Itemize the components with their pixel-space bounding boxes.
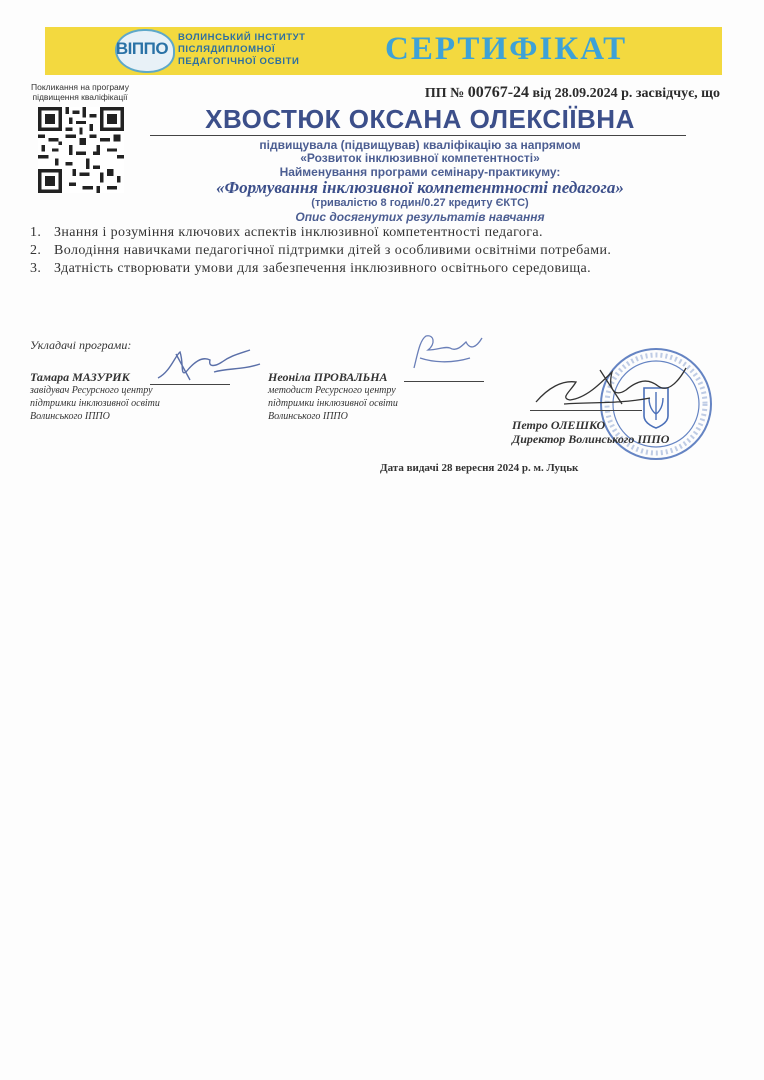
- compiler-1-block: [30, 371, 160, 423]
- signature-2-icon: [400, 328, 490, 378]
- list-item: [30, 224, 710, 242]
- compiler-2-signature-line: [404, 381, 484, 382]
- institute-line-2: ПІСЛЯДИПЛОМНОЇ: [178, 44, 276, 55]
- compiler-1-role-2: підтримки інклюзивної освіти: [30, 398, 160, 409]
- compiler-1-name: Тамара МАЗУРИК: [30, 370, 130, 384]
- holder-name: ХВОСТЮК ОКСАНА ОЛЕКСІЇВНА: [205, 104, 635, 134]
- institute-line-1: ВОЛИНСЬКИЙ ІНСТИТУТ: [178, 32, 306, 43]
- issue-date-statement: від 28.09.2024 р. засвідчує, що: [532, 86, 720, 101]
- results-title: Опис досягнутих результатів навчання: [295, 210, 545, 224]
- list-item-text: Знання і розуміння ключових аспектів інклюзивної компетентності педагога.: [54, 225, 543, 240]
- results-list: [30, 224, 710, 278]
- institute-line-3: ПЕДАГОГІЧНОЇ ОСВІТИ: [178, 56, 300, 67]
- qr-caption-line-2: підвищення кваліфікації: [32, 92, 128, 102]
- list-item-number: 1.: [30, 225, 42, 240]
- program-duration: (тривалістю 8 годин/0.27 кредиту ЄКТС): [311, 197, 529, 209]
- compiler-2-role-3: Волинського ІППО: [268, 411, 348, 422]
- compiler-2-name: Неоніла ПРОВАЛЬНА: [268, 370, 388, 384]
- certificate-title: СЕРТИФІКАТ: [385, 31, 628, 67]
- director-signature-line: [530, 410, 642, 411]
- qr-caption: [20, 82, 140, 102]
- name-underline: [150, 135, 686, 136]
- director-block: [512, 418, 669, 446]
- compiler-2-role-2: підтримки інклюзивної освіти: [268, 398, 398, 409]
- list-item: [30, 260, 710, 278]
- director-position: Директор Волинського ІППО: [512, 432, 670, 446]
- direction-intro: підвищувала (підвищував) кваліфікацію за напрямом: [259, 138, 581, 152]
- pp-number: 00767-24: [467, 84, 530, 101]
- list-item-number: 2.: [30, 243, 42, 258]
- certificate-number-line: [320, 84, 720, 102]
- director-signature-icon: [530, 358, 700, 414]
- qr-caption-line-1: Покликання на програму: [31, 82, 129, 92]
- header-banner: [45, 27, 722, 75]
- list-item-text: Здатність створювати умови для забезпечення інклюзивного освітнього середовища.: [54, 261, 592, 276]
- logo-text: ВІППО: [115, 39, 169, 58]
- compiler-1-role-1: завідувач Ресурсного центру: [30, 385, 153, 396]
- compilers-label: Укладачі програми:: [30, 338, 132, 352]
- compiler-2-block: [268, 371, 398, 423]
- pp-prefix: ПП №: [424, 86, 465, 101]
- list-item: [30, 242, 710, 260]
- signature-1-icon: [150, 342, 265, 386]
- program-label: Найменування програми семінару-практикуму:: [279, 165, 561, 179]
- issue-date-place: Дата видачі 28 вересня 2024 р. м. Луцьк: [380, 462, 579, 474]
- program-title: «Формування інклюзивної компетентності педагога»: [216, 178, 624, 197]
- direction-name: «Розвиток інклюзивної компетентності»: [300, 151, 540, 165]
- qr-code-icon[interactable]: [38, 107, 124, 193]
- institute-name: [178, 32, 328, 68]
- list-item-text: Володіння навичками педагогічної підтримки дітей з особливими освітніми потребами.: [54, 243, 612, 258]
- compiler-2-role-1: методист Ресурсного центру: [268, 385, 396, 396]
- director-name: Петро ОЛЕШКО: [512, 418, 606, 432]
- compiler-1-role-3: Волинського ІППО: [30, 411, 110, 422]
- list-item-number: 3.: [30, 261, 42, 276]
